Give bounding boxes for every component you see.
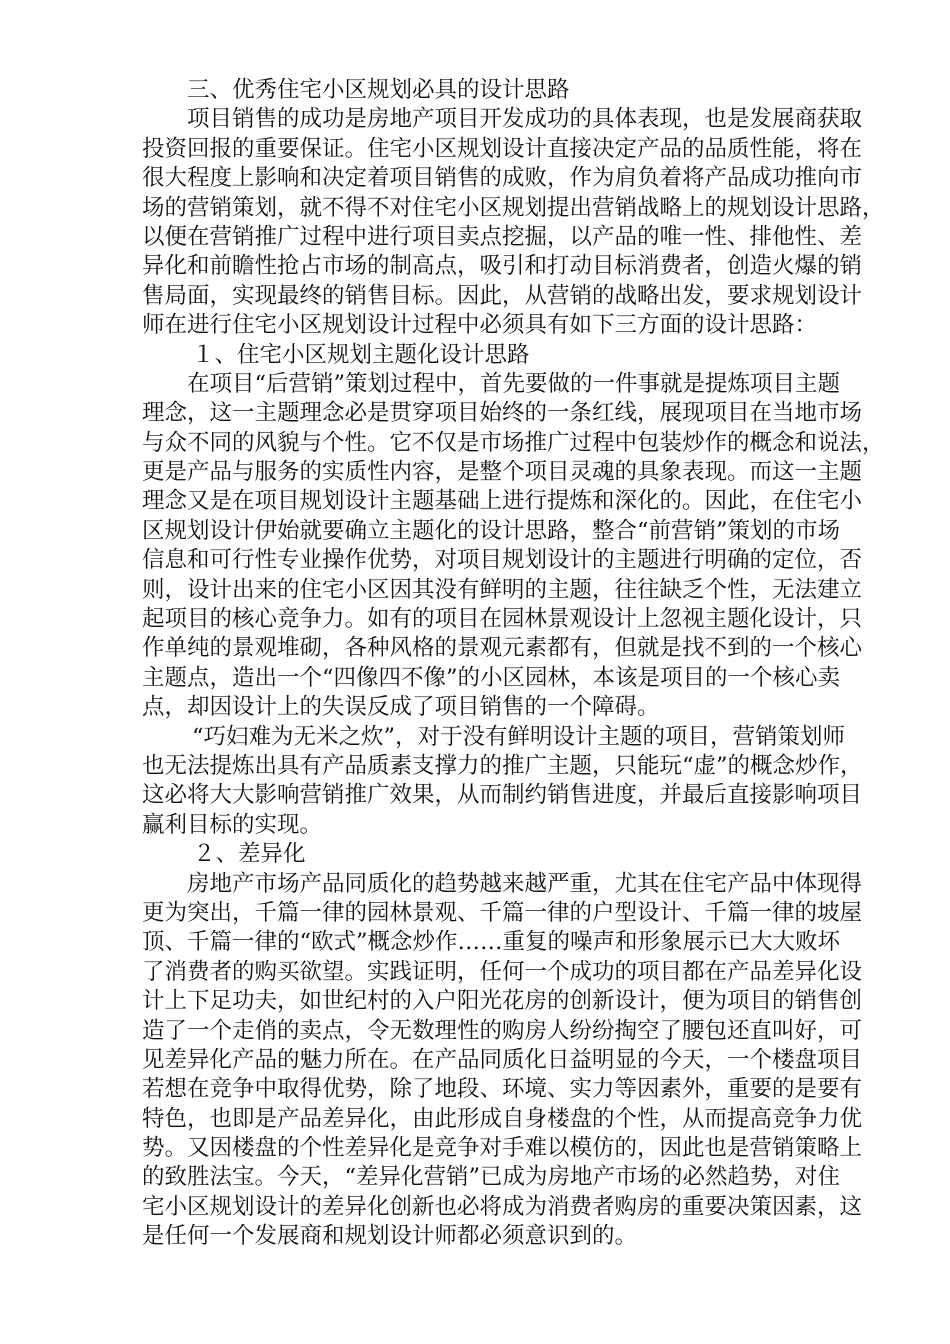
text-line: 的致胜法宝。今天，“差异化营销”已成为房地产市场的必然趋势，对住 (142, 1164, 841, 1191)
text-line: 顶、千篇一律的“欧式”概念炒作……重复的噪声和形象展示已大大败坏 (142, 929, 841, 956)
text-line: 宅小区规划设计的差异化创新也必将成为消费者购房的重要决策因素，这 (142, 1193, 863, 1220)
text-line: 是任何一个发展商和规划设计师都必须意识到的。 (142, 1223, 638, 1250)
text-line: 也无法提炼出具有产品质素支撑力的推广主题，只能玩“虚”的概念炒作， (142, 752, 863, 779)
subsection-title: １、住宅小区规划主题化设计思路 (192, 341, 530, 368)
text-line: 点，却因设计上的失误反成了项目销售的一个障碍。 (142, 694, 660, 721)
text-line: 作单纯的景观堆砌，各种风格的景观元素都有，但就是找不到的一个核心 (142, 635, 863, 662)
text-line: 以便在营销推广过程中进行项目卖点挖掘，以产品的唯一性、排他性、差 (142, 223, 863, 250)
document-body (142, 76, 885, 1252)
text-line: 师在进行住宅小区规划设计过程中必须具有如下三方面的设计思路： (142, 312, 818, 339)
text-line: 主题点，造出一个“四像四不像”的小区园林，本该是项目的一个核心卖 (142, 664, 841, 691)
text-line: 在项目“后营销”策划过程中，首先要做的一件事就是提炼项目主题 (187, 370, 841, 397)
text-line: 售局面，实现最终的销售目标。因此，从营销的战略出发，要求规划设计 (142, 282, 863, 309)
text-line: 势。又因楼盘的个性差异化是竞争对手难以模仿的，因此也是营销策略上 (142, 1135, 863, 1162)
section-title: 三、优秀住宅小区规划必具的设计思路 (187, 77, 570, 103)
text-line: 了消费者的购买欲望。实践证明，任何一个成功的项目都在产品差异化设 (142, 958, 863, 985)
text-line: 更是产品与服务的实质性内容，是整个项目灵魂的具象表现。而这一主题 (142, 459, 863, 486)
subsection-title: ２、差异化 (193, 841, 306, 868)
text-line: 很大程度上影响和决定着项目销售的成败，作为肩负着将产品成功推向市 (142, 165, 863, 192)
text-line: 这必将大大影响营销推广效果，从而制约销售进度，并最后直接影响项目 (142, 782, 863, 809)
text-line: 房地产市场产品同质化的趋势越来越严重，尤其在住宅产品中体现得 (187, 870, 863, 897)
text-line: 更为突出，千篇一律的园林景观、千篇一律的户型设计、千篇一律的坡屋 (142, 899, 863, 926)
text-line: “巧妇难为无米之炊”，对于没有鲜明设计主题的项目，营销策划师 (192, 723, 846, 750)
text-line: 异化和前瞻性抢占市场的制高点，吸引和打动目标消费者，创造火爆的销 (142, 253, 863, 280)
text-line: 与众不同的风貌与个性。它不仅是市场推广过程中包装炒作的概念和说法， (142, 429, 885, 456)
text-line: 区规划设计伊始就要确立主题化的设计思路，整合“前营销”策划的市场 (142, 517, 841, 544)
text-line: 信息和可行性专业操作优势，对项目规划设计的主题进行明确的定位，否 (142, 547, 863, 574)
text-line: 则，设计出来的住宅小区因其没有鲜明的主题，往往缺乏个性，无法建立 (142, 576, 863, 603)
intro-paragraph (142, 105, 885, 340)
text-line: 计上下足功夫，如世纪村的入户阳光花房的创新设计，便为项目的销售创 (142, 988, 863, 1015)
text-line: 若想在竞争中取得优势，除了地段、环境、实力等因素外，重要的是要有 (142, 1076, 863, 1103)
text-line: 理念又是在项目规划设计主题基础上进行提炼和深化的。因此，在住宅小 (142, 488, 863, 515)
subsection1-paragraph-2 (142, 723, 863, 841)
text-line: 项目销售的成功是房地产项目开发成功的具体表现，也是发展商获取 (187, 106, 863, 133)
text-line: 起项目的核心竞争力。如有的项目在园林景观设计上忽视主题化设计，只 (142, 606, 863, 633)
text-line: 特色，也即是产品差异化，由此形成自身楼盘的个性，从而提高竞争力优 (142, 1105, 863, 1132)
text-line: 理念，这一主题理念必是贯穿项目始终的一条红线，展现项目在当地市场 (142, 400, 863, 427)
text-line: 造了一个走俏的卖点，令无数理性的购房人纷纷掏空了腰包还直叫好，可 (142, 1017, 863, 1044)
text-line: 赢利目标的实现。 (142, 811, 323, 838)
text-line: 见差异化产品的魅力所在。在产品同质化日益明显的今天，一个楼盘项目 (142, 1046, 863, 1073)
subsection1-paragraph-1 (142, 370, 885, 723)
text-line: 场的营销策划，就不得不对住宅小区规划提出营销战略上的规划设计思路， (142, 194, 885, 221)
text-line: 投资回报的重要保证。住宅小区规划设计直接决定产品的品质性能，将在 (142, 135, 863, 162)
subsection2-paragraph-1 (142, 870, 863, 1252)
